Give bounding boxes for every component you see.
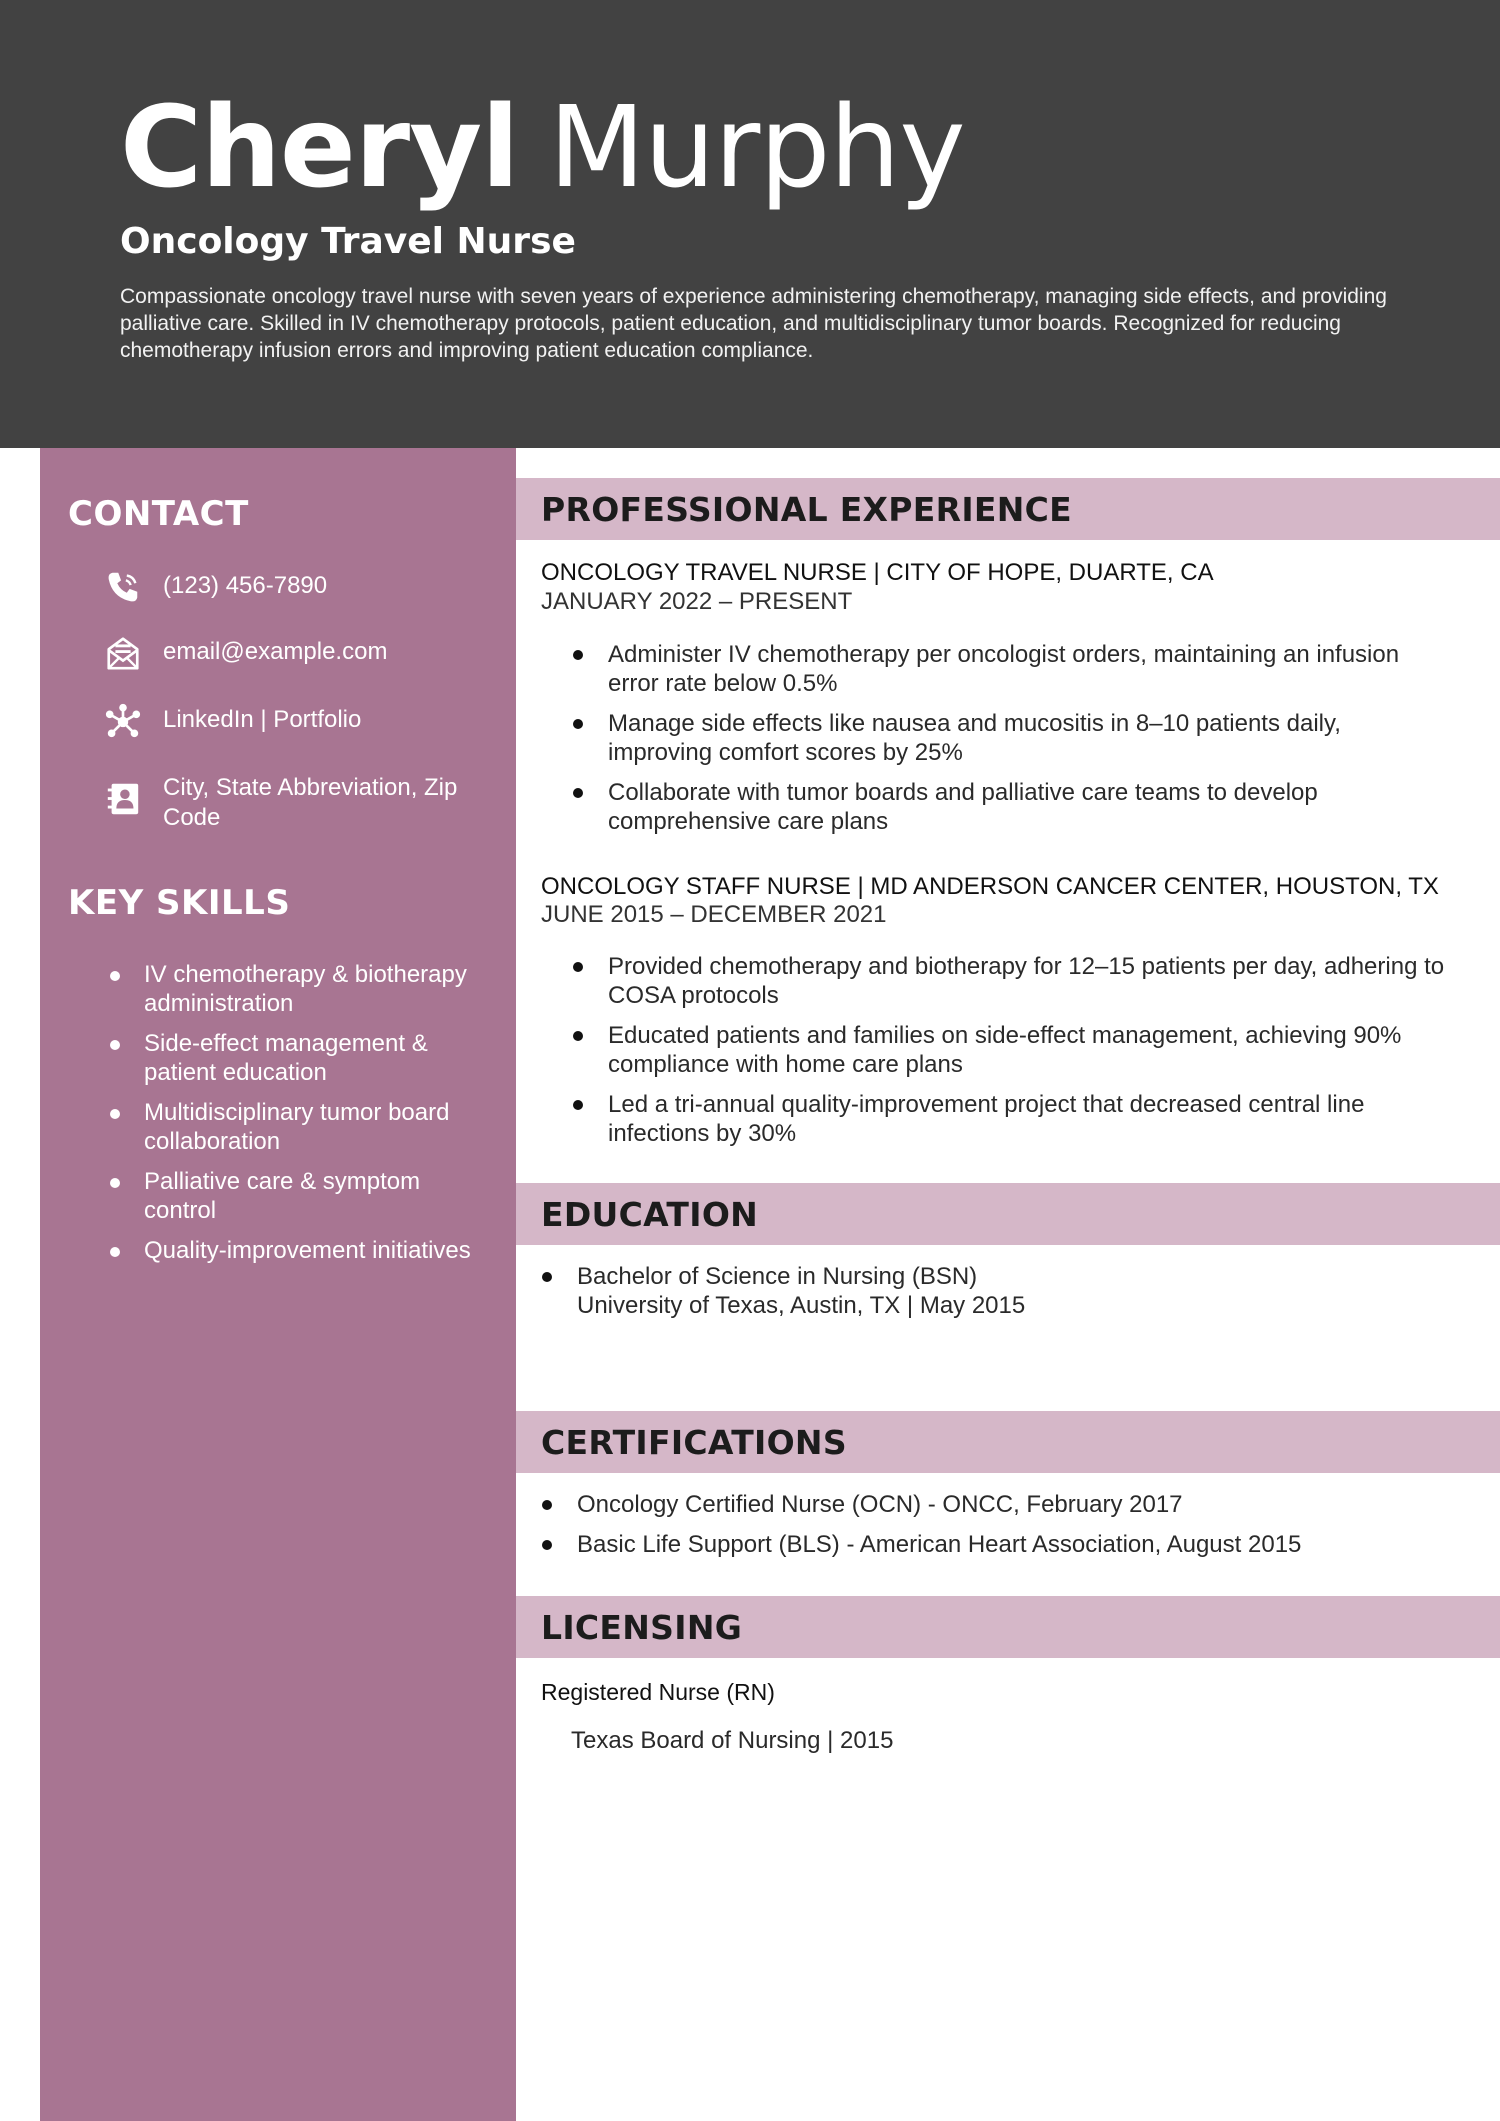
- job-2-dates: JUNE 2015 – DECEMBER 2021: [541, 901, 887, 928]
- list-item: Educated patients and families on side-effect management, achieving 90% compliance with home care plans: [541, 1021, 1461, 1079]
- job-title: Oncology Travel Nurse: [120, 221, 576, 262]
- summary: Compassionate oncology travel nurse with seven years of experience administering chemotherapy, managing side effects, and providing palliative care. Skilled in IV chemotherapy protocols, patient education, and multidisciplinary tumor boards. Recognized for reducing chemotherapy infusion errors and improving patient education compliance.: [120, 285, 1387, 362]
- list-item: Basic Life Support (BLS) - American Heart Association, August 2015: [541, 1530, 1461, 1559]
- last-name: Murphy: [548, 83, 965, 213]
- list-item: Provided chemotherapy and biotherapy for 12–15 patients per day, adhering to COSA protocols: [541, 952, 1461, 1010]
- license-title: Registered Nurse (RN): [541, 1679, 775, 1705]
- job-1-dates: JANUARY 2022 – PRESENT: [541, 588, 853, 615]
- network-icon: [104, 702, 142, 740]
- skill-item: Quality-improvement initiatives: [108, 1236, 488, 1265]
- phone-icon: [104, 568, 142, 606]
- list-item: Oncology Certified Nurse (OCN) - ONCC, February 2017: [541, 1490, 1461, 1519]
- links-text: LinkedIn | Portfolio: [163, 706, 362, 733]
- list-item: Manage side effects like nausea and mucositis in 8–10 patients daily, improving comfort scores by 25%: [541, 709, 1441, 767]
- education-item: [541, 1262, 1441, 1320]
- list-item: Collaborate with tumor boards and palliative care teams to develop comprehensive care plans: [541, 778, 1441, 836]
- header-banner: [0, 0, 1500, 448]
- address-text: City, State Abbreviation, Zip Code: [163, 774, 458, 831]
- certifications-heading: CERTIFICATIONS: [541, 1423, 847, 1462]
- skill-item: Multidisciplinary tumor board collaboration: [108, 1098, 488, 1156]
- skill-item: Palliative care & symptom control: [108, 1167, 488, 1225]
- list-item: Administer IV chemotherapy per oncologist orders, maintaining an infusion error rate below 0.5%: [541, 640, 1441, 698]
- education-heading: EDUCATION: [541, 1195, 759, 1234]
- email-text: email@example.com: [163, 638, 388, 665]
- licensing-heading: LICENSING: [541, 1608, 743, 1647]
- skill-item: Side-effect management & patient education: [108, 1029, 488, 1087]
- contact-email[interactable]: [104, 634, 504, 672]
- candidate-name: [120, 83, 965, 213]
- education-list: [541, 1262, 1441, 1331]
- address-book-icon: [104, 780, 142, 818]
- school: University of Texas, Austin, TX | May 2015: [577, 1292, 1026, 1319]
- sidebar: [40, 448, 516, 2121]
- contact-links[interactable]: [104, 702, 504, 740]
- job-1-title: ONCOLOGY TRAVEL NURSE | CITY OF HOPE, DUARTE, CA: [541, 559, 1214, 586]
- contact-address: [104, 770, 504, 833]
- education-section-header: [516, 1183, 1500, 1245]
- job-2-title: ONCOLOGY STAFF NURSE | MD ANDERSON CANCER CENTER, HOUSTON, TX: [541, 873, 1439, 900]
- contact-phone[interactable]: [104, 568, 504, 606]
- certifications-list: [541, 1490, 1461, 1570]
- phone-text: (123) 456-7890: [163, 572, 328, 599]
- licensing-section-header: [516, 1596, 1500, 1658]
- contact-heading: CONTACT: [68, 494, 249, 534]
- first-name: Cheryl: [120, 83, 519, 213]
- skills-heading: KEY SKILLS: [68, 883, 291, 923]
- skill-item: IV chemotherapy & biotherapy administration: [108, 960, 488, 1018]
- job-2-bullets: [541, 952, 1461, 1159]
- list-item: Led a tri-annual quality-improvement project that decreased central line infections by 30%: [541, 1090, 1461, 1148]
- certifications-section-header: [516, 1411, 1500, 1473]
- experience-heading: PROFESSIONAL EXPERIENCE: [541, 490, 1073, 529]
- experience-section-header: [516, 478, 1500, 540]
- job-1-bullets: [541, 640, 1441, 847]
- email-icon: [104, 634, 142, 672]
- degree: Bachelor of Science in Nursing (BSN): [577, 1263, 978, 1290]
- license-detail: Texas Board of Nursing | 2015: [571, 1727, 894, 1754]
- skills-list: [108, 960, 488, 1276]
